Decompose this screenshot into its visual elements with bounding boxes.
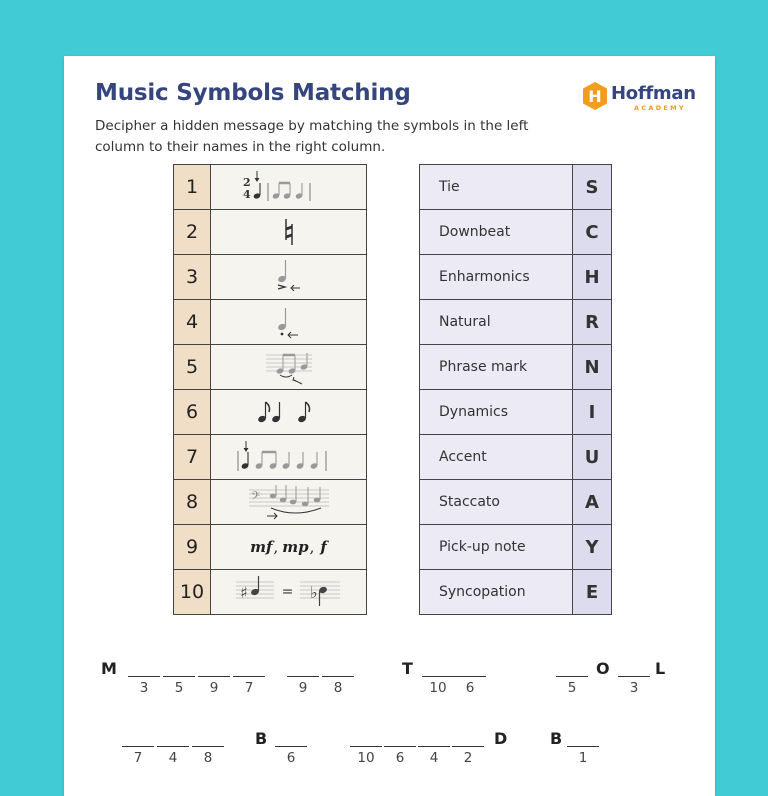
dynamic-separator: , (309, 538, 315, 556)
term-letter: S (572, 165, 611, 209)
term-name: Enharmonics (420, 255, 572, 299)
clue-number: 1 (578, 750, 588, 766)
symbol-number: 10 (174, 570, 211, 614)
term-letter: C (572, 210, 611, 254)
clue-number: 5 (567, 680, 577, 696)
clue-number: 8 (203, 750, 213, 766)
term-name: Syncopation (420, 570, 572, 614)
term-name: Phrase mark (420, 345, 572, 389)
given-letter: M (101, 659, 117, 678)
logo-subtitle: ACADEMY (634, 104, 686, 112)
answer-blank[interactable] (384, 746, 416, 747)
svg-text:♯: ♯ (239, 583, 248, 602)
answer-blank[interactable] (418, 746, 450, 747)
term-letter: A (572, 480, 611, 524)
svg-text:H: H (588, 87, 602, 106)
answer-blank[interactable] (454, 676, 486, 677)
clue-number: 3 (139, 680, 149, 696)
clue-number: 9 (209, 680, 219, 696)
answer-blank[interactable] (122, 746, 154, 747)
svg-text:2: 2 (242, 176, 251, 189)
answer-blank[interactable] (452, 746, 484, 747)
answer-blank[interactable] (128, 676, 160, 677)
term-name: Staccato (420, 480, 572, 524)
dynamic-separator: , (273, 538, 279, 556)
clue-number: 2 (463, 750, 473, 766)
term-letter: Y (572, 525, 611, 569)
symbol-number: 7 (174, 435, 211, 479)
given-letter: O (596, 659, 610, 678)
given-letter: B (550, 729, 563, 748)
logo-wordmark: Hoffman (611, 83, 696, 104)
answer-blank[interactable] (198, 676, 230, 677)
worksheet (64, 56, 715, 796)
term-name: Tie (420, 165, 572, 209)
clue-number: 6 (395, 750, 405, 766)
symbol-number: 5 (174, 345, 211, 389)
given-letter: L (655, 659, 666, 678)
svg-text:𝄢: 𝄢 (250, 490, 260, 506)
dynamic-mp: mp (282, 538, 309, 556)
answer-blank[interactable] (322, 676, 354, 677)
equals-sign: = (281, 584, 294, 600)
answer-blank[interactable] (233, 676, 265, 677)
given-letter: T (402, 659, 413, 678)
term-letter: U (572, 435, 611, 479)
page-title: Music Symbols Matching (95, 80, 411, 106)
clue-number: 10 (357, 750, 375, 766)
instructions: Decipher a hidden message by matching the symbols in the left column to their names in the right column. (95, 118, 529, 155)
answer-blank[interactable] (350, 746, 382, 747)
term-letter: R (572, 300, 611, 344)
clue-number: 3 (629, 680, 639, 696)
symbol-number: 3 (174, 255, 211, 299)
term-name: Natural (420, 300, 572, 344)
answer-blank[interactable] (275, 746, 307, 747)
symbol-number: 9 (174, 525, 211, 569)
svg-text:4: 4 (242, 188, 251, 201)
symbol-number: 2 (174, 210, 211, 254)
answer-blank[interactable] (192, 746, 224, 747)
clue-number: 7 (133, 750, 143, 766)
symbol-number: 1 (174, 165, 211, 209)
answer-blank[interactable] (567, 746, 599, 747)
clue-number: 8 (333, 680, 343, 696)
term-letter: H (572, 255, 611, 299)
given-letter: B (255, 729, 268, 748)
dynamic-mf: mf (250, 538, 273, 556)
term-name: Accent (420, 435, 572, 479)
answer-blank[interactable] (618, 676, 650, 677)
clue-number: 9 (298, 680, 308, 696)
term-letter: E (572, 570, 611, 614)
symbol-number: 4 (174, 300, 211, 344)
symbol-number: 6 (174, 390, 211, 434)
answer-blank[interactable] (163, 676, 195, 677)
hidden-message-puzzle (64, 56, 715, 796)
answer-blank[interactable] (287, 676, 319, 677)
term-letter: N (572, 345, 611, 389)
symbol-number: 8 (174, 480, 211, 524)
clue-number: 4 (168, 750, 178, 766)
clue-number: 7 (244, 680, 254, 696)
clue-number: 4 (429, 750, 439, 766)
clue-number: 6 (286, 750, 296, 766)
clue-number: 6 (465, 680, 475, 696)
clue-number: 5 (174, 680, 184, 696)
answer-blank[interactable] (157, 746, 189, 747)
term-letter: I (572, 390, 611, 434)
term-name: Pick-up note (420, 525, 572, 569)
term-name: Dynamics (420, 390, 572, 434)
answer-blank[interactable] (422, 676, 454, 677)
svg-text:♭: ♭ (309, 583, 318, 602)
term-name: Downbeat (420, 210, 572, 254)
given-letter: D (494, 729, 508, 748)
answer-blank[interactable] (556, 676, 588, 677)
dynamic-f: f (320, 538, 327, 556)
clue-number: 10 (429, 680, 447, 696)
